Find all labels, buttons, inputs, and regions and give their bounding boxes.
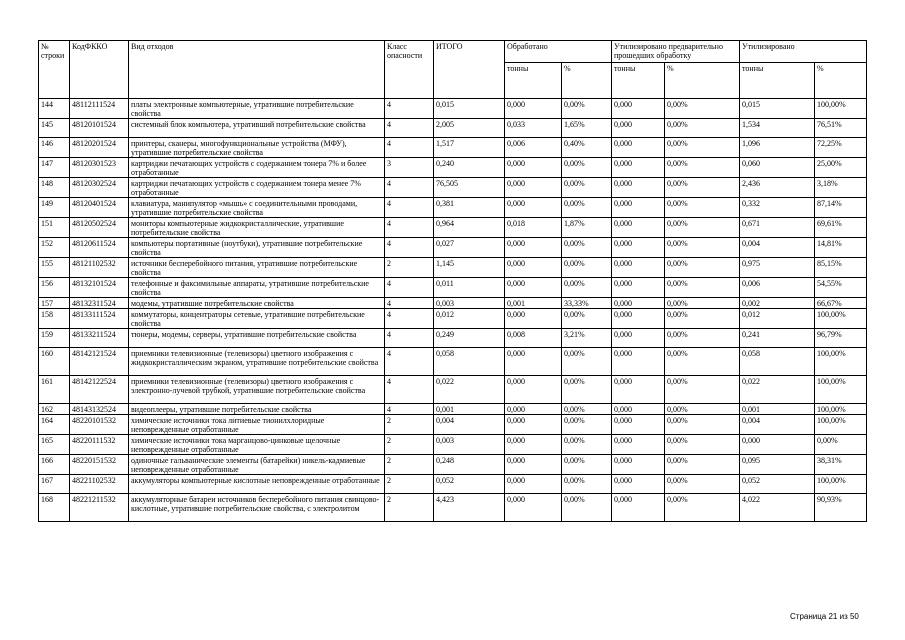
table-row bbox=[39, 435, 867, 455]
cell-u1-t: 0,000 bbox=[612, 178, 665, 198]
cell-u2-p: 76,51% bbox=[815, 119, 867, 138]
cell-cls: 4 bbox=[385, 138, 434, 158]
cell-u2-t: 2,436 bbox=[740, 178, 815, 198]
table-row bbox=[39, 138, 867, 158]
cell-u1-p: 0,00% bbox=[665, 138, 740, 158]
cell-code: 48142121524 bbox=[70, 348, 129, 376]
header-pct: % bbox=[562, 63, 612, 99]
cell-p-p: 0,00% bbox=[562, 158, 612, 178]
cell-code: 48112111524 bbox=[70, 99, 129, 119]
table-row bbox=[39, 258, 867, 278]
cell-total: 0,240 bbox=[434, 158, 505, 178]
cell-num: 149 bbox=[39, 198, 70, 218]
cell-u1-t: 0,000 bbox=[612, 455, 665, 475]
cell-cls: 2 bbox=[385, 455, 434, 475]
cell-p-t: 0,000 bbox=[505, 278, 562, 298]
cell-p-p: 0,00% bbox=[562, 494, 612, 522]
cell-code: 48143132524 bbox=[70, 404, 129, 415]
cell-num: 162 bbox=[39, 404, 70, 415]
cell-num: 144 bbox=[39, 99, 70, 119]
cell-cls: 4 bbox=[385, 298, 434, 309]
cell-u2-p: 38,31% bbox=[815, 455, 867, 475]
cell-total: 0,248 bbox=[434, 455, 505, 475]
cell-u1-t: 0,000 bbox=[612, 218, 665, 238]
cell-code: 48120101524 bbox=[70, 119, 129, 138]
cell-u1-p: 0,00% bbox=[665, 329, 740, 348]
cell-num: 161 bbox=[39, 376, 70, 404]
cell-total: 0,004 bbox=[434, 415, 505, 435]
cell-u2-p: 100,00% bbox=[815, 415, 867, 435]
cell-name: системный блок компьютера, утративший потребительские свойства bbox=[129, 119, 385, 138]
cell-total: 0,964 bbox=[434, 218, 505, 238]
cell-name: тюнеры, модемы, серверы, утратившие потребительские свойства bbox=[129, 329, 385, 348]
cell-u1-p: 0,00% bbox=[665, 404, 740, 415]
cell-cls: 4 bbox=[385, 278, 434, 298]
cell-cls: 2 bbox=[385, 475, 434, 494]
cell-total: 0,052 bbox=[434, 475, 505, 494]
cell-u2-p: 0,00% bbox=[815, 435, 867, 455]
cell-code: 48120502524 bbox=[70, 218, 129, 238]
cell-total: 4,423 bbox=[434, 494, 505, 522]
cell-u1-p: 0,00% bbox=[665, 455, 740, 475]
header-tons: тонны bbox=[612, 63, 665, 99]
cell-num: 166 bbox=[39, 455, 70, 475]
cell-u1-t: 0,000 bbox=[612, 138, 665, 158]
cell-cls: 4 bbox=[385, 218, 434, 238]
cell-code: 48142122524 bbox=[70, 376, 129, 404]
cell-p-t: 0,000 bbox=[505, 309, 562, 329]
cell-p-t: 0,033 bbox=[505, 119, 562, 138]
cell-u1-t: 0,000 bbox=[612, 278, 665, 298]
cell-p-p: 0,00% bbox=[562, 258, 612, 278]
cell-cls: 4 bbox=[385, 309, 434, 329]
cell-u1-t: 0,000 bbox=[612, 348, 665, 376]
page-footer: Страница 21 из 50 bbox=[790, 612, 859, 621]
cell-name: картриджи печатающих устройств с содержанием тонера 7% и более отработанные bbox=[129, 158, 385, 178]
cell-u1-t: 0,000 bbox=[612, 298, 665, 309]
header-processed: Обработано bbox=[505, 41, 612, 63]
cell-u2-t: 0,012 bbox=[740, 309, 815, 329]
cell-p-t: 0,000 bbox=[505, 415, 562, 435]
cell-name: модемы, утратившие потребительские свойства bbox=[129, 298, 385, 309]
cell-u2-t: 4,022 bbox=[740, 494, 815, 522]
cell-p-t: 0,006 bbox=[505, 138, 562, 158]
cell-u2-p: 87,14% bbox=[815, 198, 867, 218]
table-row bbox=[39, 158, 867, 178]
cell-name: мониторы компьютерные жидкокристаллические, утратившие потребительские свойства bbox=[129, 218, 385, 238]
cell-cls: 2 bbox=[385, 494, 434, 522]
table-row bbox=[39, 298, 867, 309]
cell-u1-p: 0,00% bbox=[665, 309, 740, 329]
header-name: Вид отходов bbox=[129, 41, 385, 99]
cell-num: 164 bbox=[39, 415, 70, 435]
cell-num: 148 bbox=[39, 178, 70, 198]
cell-total: 0,003 bbox=[434, 435, 505, 455]
table-body bbox=[39, 99, 867, 522]
cell-p-t: 0,000 bbox=[505, 435, 562, 455]
cell-num: 168 bbox=[39, 494, 70, 522]
cell-cls: 4 bbox=[385, 178, 434, 198]
cell-u2-t: 1,534 bbox=[740, 119, 815, 138]
cell-name: коммутаторы, концентраторы сетевые, утратившие потребительские свойства bbox=[129, 309, 385, 329]
header-utilized-pre: Утилизировано предварительно прошедших обработку bbox=[612, 41, 740, 63]
cell-u1-t: 0,000 bbox=[612, 258, 665, 278]
cell-u2-p: 66,67% bbox=[815, 298, 867, 309]
cell-u1-p: 0,00% bbox=[665, 178, 740, 198]
cell-u1-p: 0,00% bbox=[665, 258, 740, 278]
cell-u1-t: 0,000 bbox=[612, 238, 665, 258]
cell-total: 2,005 bbox=[434, 119, 505, 138]
cell-name: химические источники тока литиевые тионилхлоридные неповрежденные отработанные bbox=[129, 415, 385, 435]
cell-p-p: 0,00% bbox=[562, 475, 612, 494]
cell-name: видеоплееры, утратившие потребительские свойства bbox=[129, 404, 385, 415]
cell-u1-t: 0,000 bbox=[612, 404, 665, 415]
table-row bbox=[39, 455, 867, 475]
cell-num: 152 bbox=[39, 238, 70, 258]
cell-code: 48221102532 bbox=[70, 475, 129, 494]
cell-u2-t: 0,002 bbox=[740, 298, 815, 309]
cell-total: 1,145 bbox=[434, 258, 505, 278]
cell-code: 48120201524 bbox=[70, 138, 129, 158]
cell-name: аккумуляторы компьютерные кислотные неповрежденные отработанные bbox=[129, 475, 385, 494]
table-row bbox=[39, 198, 867, 218]
cell-p-t: 0,000 bbox=[505, 238, 562, 258]
cell-name: картриджи печатающих устройств с содержанием тонера менее 7% отработанные bbox=[129, 178, 385, 198]
cell-u1-p: 0,00% bbox=[665, 475, 740, 494]
cell-p-t: 0,000 bbox=[505, 178, 562, 198]
cell-total: 0,001 bbox=[434, 404, 505, 415]
cell-total: 0,015 bbox=[434, 99, 505, 119]
cell-u1-p: 0,00% bbox=[665, 99, 740, 119]
cell-p-p: 0,00% bbox=[562, 309, 612, 329]
cell-code: 48220151532 bbox=[70, 455, 129, 475]
cell-code: 48221211532 bbox=[70, 494, 129, 522]
cell-cls: 4 bbox=[385, 238, 434, 258]
cell-code: 48133211524 bbox=[70, 329, 129, 348]
cell-cls: 4 bbox=[385, 198, 434, 218]
cell-cls: 2 bbox=[385, 258, 434, 278]
cell-name: одиночные гальванические элементы (батарейки) никель-кадмиевые неповрежденные отработанные bbox=[129, 455, 385, 475]
cell-total: 0,381 bbox=[434, 198, 505, 218]
cell-u1-p: 0,00% bbox=[665, 435, 740, 455]
cell-u1-p: 0,00% bbox=[665, 218, 740, 238]
cell-code: 48120401524 bbox=[70, 198, 129, 218]
cell-u1-t: 0,000 bbox=[612, 329, 665, 348]
cell-p-p: 0,00% bbox=[562, 278, 612, 298]
cell-u1-p: 0,00% bbox=[665, 238, 740, 258]
cell-num: 146 bbox=[39, 138, 70, 158]
cell-code: 48133111524 bbox=[70, 309, 129, 329]
cell-p-t: 0,000 bbox=[505, 376, 562, 404]
cell-u2-p: 96,79% bbox=[815, 329, 867, 348]
cell-p-p: 0,00% bbox=[562, 99, 612, 119]
cell-name: клавиатура, манипулятор «мышь» с соединительными проводами, утратившие потребительские свойства bbox=[129, 198, 385, 218]
cell-u1-t: 0,000 bbox=[612, 309, 665, 329]
cell-u2-t: 0,001 bbox=[740, 404, 815, 415]
header-tons: тонны bbox=[740, 63, 815, 99]
cell-u2-t: 0,004 bbox=[740, 415, 815, 435]
cell-u1-p: 0,00% bbox=[665, 158, 740, 178]
cell-name: источники бесперебойного питания, утратившие потребительские свойства bbox=[129, 258, 385, 278]
cell-total: 0,012 bbox=[434, 309, 505, 329]
cell-num: 156 bbox=[39, 278, 70, 298]
cell-num: 145 bbox=[39, 119, 70, 138]
header-num: № строки bbox=[39, 41, 70, 99]
cell-u2-t: 0,058 bbox=[740, 348, 815, 376]
cell-u2-t: 0,052 bbox=[740, 475, 815, 494]
cell-num: 165 bbox=[39, 435, 70, 455]
cell-p-p: 3,21% bbox=[562, 329, 612, 348]
cell-u2-p: 100,00% bbox=[815, 475, 867, 494]
cell-p-t: 0,000 bbox=[505, 348, 562, 376]
header-tons: тонны bbox=[505, 63, 562, 99]
cell-u1-t: 0,000 bbox=[612, 376, 665, 404]
table-row bbox=[39, 494, 867, 522]
table-row bbox=[39, 178, 867, 198]
cell-u2-t: 0,006 bbox=[740, 278, 815, 298]
cell-name: приемники телевизионные (телевизоры) цветного изображения с электронно-лучевой трубкой, утратившие потребительские свойства bbox=[129, 376, 385, 404]
cell-total: 0,022 bbox=[434, 376, 505, 404]
cell-cls: 4 bbox=[385, 119, 434, 138]
cell-p-p: 0,00% bbox=[562, 404, 612, 415]
cell-u1-p: 0,00% bbox=[665, 376, 740, 404]
cell-num: 158 bbox=[39, 309, 70, 329]
cell-p-t: 0,000 bbox=[505, 99, 562, 119]
cell-u1-t: 0,000 bbox=[612, 415, 665, 435]
table-row bbox=[39, 329, 867, 348]
cell-p-t: 0,001 bbox=[505, 298, 562, 309]
table-row bbox=[39, 238, 867, 258]
cell-total: 0,249 bbox=[434, 329, 505, 348]
cell-num: 151 bbox=[39, 218, 70, 238]
cell-total: 0,058 bbox=[434, 348, 505, 376]
cell-p-p: 0,00% bbox=[562, 348, 612, 376]
cell-code: 48220111532 bbox=[70, 435, 129, 455]
header-pct: % bbox=[815, 63, 867, 99]
cell-u1-t: 0,000 bbox=[612, 475, 665, 494]
table-row bbox=[39, 348, 867, 376]
cell-total: 0,003 bbox=[434, 298, 505, 309]
table-row bbox=[39, 218, 867, 238]
cell-code: 48120611524 bbox=[70, 238, 129, 258]
cell-p-p: 0,00% bbox=[562, 435, 612, 455]
cell-p-p: 0,00% bbox=[562, 198, 612, 218]
cell-cls: 4 bbox=[385, 404, 434, 415]
cell-u2-t: 0,000 bbox=[740, 435, 815, 455]
cell-code: 48132311524 bbox=[70, 298, 129, 309]
cell-u1-p: 0,00% bbox=[665, 119, 740, 138]
cell-u1-p: 0,00% bbox=[665, 348, 740, 376]
cell-u2-t: 0,671 bbox=[740, 218, 815, 238]
cell-num: 155 bbox=[39, 258, 70, 278]
table-row bbox=[39, 278, 867, 298]
cell-u1-t: 0,000 bbox=[612, 494, 665, 522]
cell-p-p: 33,33% bbox=[562, 298, 612, 309]
cell-code: 48120302524 bbox=[70, 178, 129, 198]
cell-num: 147 bbox=[39, 158, 70, 178]
cell-code: 48220101532 bbox=[70, 415, 129, 435]
table-row bbox=[39, 309, 867, 329]
cell-cls: 4 bbox=[385, 376, 434, 404]
cell-num: 159 bbox=[39, 329, 70, 348]
table-row bbox=[39, 119, 867, 138]
cell-name: компьютеры портативные (ноутбуки), утратившие потребительские свойства bbox=[129, 238, 385, 258]
cell-p-t: 0,000 bbox=[505, 494, 562, 522]
header-code: КодФККО bbox=[70, 41, 129, 99]
table-row bbox=[39, 376, 867, 404]
cell-u2-t: 0,332 bbox=[740, 198, 815, 218]
cell-u2-t: 0,095 bbox=[740, 455, 815, 475]
cell-u1-t: 0,000 bbox=[612, 158, 665, 178]
cell-u2-p: 25,00% bbox=[815, 158, 867, 178]
cell-p-p: 0,00% bbox=[562, 415, 612, 435]
cell-u2-t: 0,975 bbox=[740, 258, 815, 278]
cell-num: 157 bbox=[39, 298, 70, 309]
cell-p-t: 0,018 bbox=[505, 218, 562, 238]
cell-p-t: 0,008 bbox=[505, 329, 562, 348]
cell-p-p: 1,87% bbox=[562, 218, 612, 238]
cell-code: 48132101524 bbox=[70, 278, 129, 298]
header-total: ИТОГО bbox=[434, 41, 505, 99]
cell-total: 0,011 bbox=[434, 278, 505, 298]
cell-p-p: 0,00% bbox=[562, 376, 612, 404]
cell-name: приемники телевизионные (телевизоры) цветного изображения с жидкокристаллическим экраном, утратившие потребительские свойства bbox=[129, 348, 385, 376]
cell-name: платы электронные компьютерные, утратившие потребительские свойства bbox=[129, 99, 385, 119]
cell-p-p: 0,00% bbox=[562, 178, 612, 198]
header-class: Класс опасности bbox=[385, 41, 434, 99]
cell-code: 48121102532 bbox=[70, 258, 129, 278]
cell-name: аккумуляторные батареи источников бесперебойного питания свинцово-кислотные, утратившие потребительские свойства, с электролитом bbox=[129, 494, 385, 522]
cell-p-t: 0,000 bbox=[505, 404, 562, 415]
cell-u2-t: 0,060 bbox=[740, 158, 815, 178]
cell-u1-p: 0,00% bbox=[665, 415, 740, 435]
cell-code: 48120301523 bbox=[70, 158, 129, 178]
cell-u1-t: 0,000 bbox=[612, 119, 665, 138]
table-row bbox=[39, 475, 867, 494]
cell-cls: 4 bbox=[385, 99, 434, 119]
table-row bbox=[39, 415, 867, 435]
cell-cls: 2 bbox=[385, 415, 434, 435]
cell-p-p: 1,65% bbox=[562, 119, 612, 138]
cell-u2-p: 100,00% bbox=[815, 99, 867, 119]
cell-p-t: 0,000 bbox=[505, 455, 562, 475]
cell-u2-p: 3,18% bbox=[815, 178, 867, 198]
cell-p-p: 0,00% bbox=[562, 455, 612, 475]
header-utilized: Утилизировано bbox=[740, 41, 867, 63]
cell-name: телефонные и факсимильные аппараты, утратившие потребительские свойства bbox=[129, 278, 385, 298]
cell-cls: 3 bbox=[385, 158, 434, 178]
cell-u1-p: 0,00% bbox=[665, 278, 740, 298]
cell-u2-t: 0,241 bbox=[740, 329, 815, 348]
cell-u2-p: 85,15% bbox=[815, 258, 867, 278]
table-row bbox=[39, 404, 867, 415]
cell-p-t: 0,000 bbox=[505, 198, 562, 218]
cell-u2-p: 72,25% bbox=[815, 138, 867, 158]
cell-u2-p: 100,00% bbox=[815, 309, 867, 329]
cell-p-p: 0,00% bbox=[562, 238, 612, 258]
cell-u2-p: 100,00% bbox=[815, 376, 867, 404]
cell-u1-p: 0,00% bbox=[665, 198, 740, 218]
cell-p-p: 0,40% bbox=[562, 138, 612, 158]
waste-table bbox=[38, 40, 867, 522]
cell-u2-p: 100,00% bbox=[815, 404, 867, 415]
cell-u2-p: 54,55% bbox=[815, 278, 867, 298]
cell-u1-p: 0,00% bbox=[665, 494, 740, 522]
cell-num: 167 bbox=[39, 475, 70, 494]
cell-u2-t: 1,096 bbox=[740, 138, 815, 158]
cell-cls: 4 bbox=[385, 348, 434, 376]
cell-u2-p: 100,00% bbox=[815, 348, 867, 376]
cell-name: принтеры, сканеры, многофункциональные устройства (МФУ), утратившие потребительские свойства bbox=[129, 138, 385, 158]
cell-u2-p: 69,61% bbox=[815, 218, 867, 238]
header-pct: % bbox=[665, 63, 740, 99]
cell-u2-t: 0,004 bbox=[740, 238, 815, 258]
cell-total: 76,505 bbox=[434, 178, 505, 198]
cell-u2-p: 90,93% bbox=[815, 494, 867, 522]
cell-p-t: 0,000 bbox=[505, 158, 562, 178]
cell-u2-t: 0,015 bbox=[740, 99, 815, 119]
cell-u1-t: 0,000 bbox=[612, 198, 665, 218]
cell-u2-t: 0,022 bbox=[740, 376, 815, 404]
cell-total: 0,027 bbox=[434, 238, 505, 258]
cell-name: химические источники тока марганцово-цинковые щелочные неповрежденные отработанные bbox=[129, 435, 385, 455]
cell-u1-t: 0,000 bbox=[612, 99, 665, 119]
cell-u2-p: 14,81% bbox=[815, 238, 867, 258]
cell-cls: 4 bbox=[385, 329, 434, 348]
cell-total: 1,517 bbox=[434, 138, 505, 158]
table-row bbox=[39, 99, 867, 119]
cell-cls: 2 bbox=[385, 435, 434, 455]
cell-p-t: 0,000 bbox=[505, 475, 562, 494]
cell-p-t: 0,000 bbox=[505, 258, 562, 278]
cell-num: 160 bbox=[39, 348, 70, 376]
cell-u1-t: 0,000 bbox=[612, 435, 665, 455]
cell-u1-p: 0,00% bbox=[665, 298, 740, 309]
